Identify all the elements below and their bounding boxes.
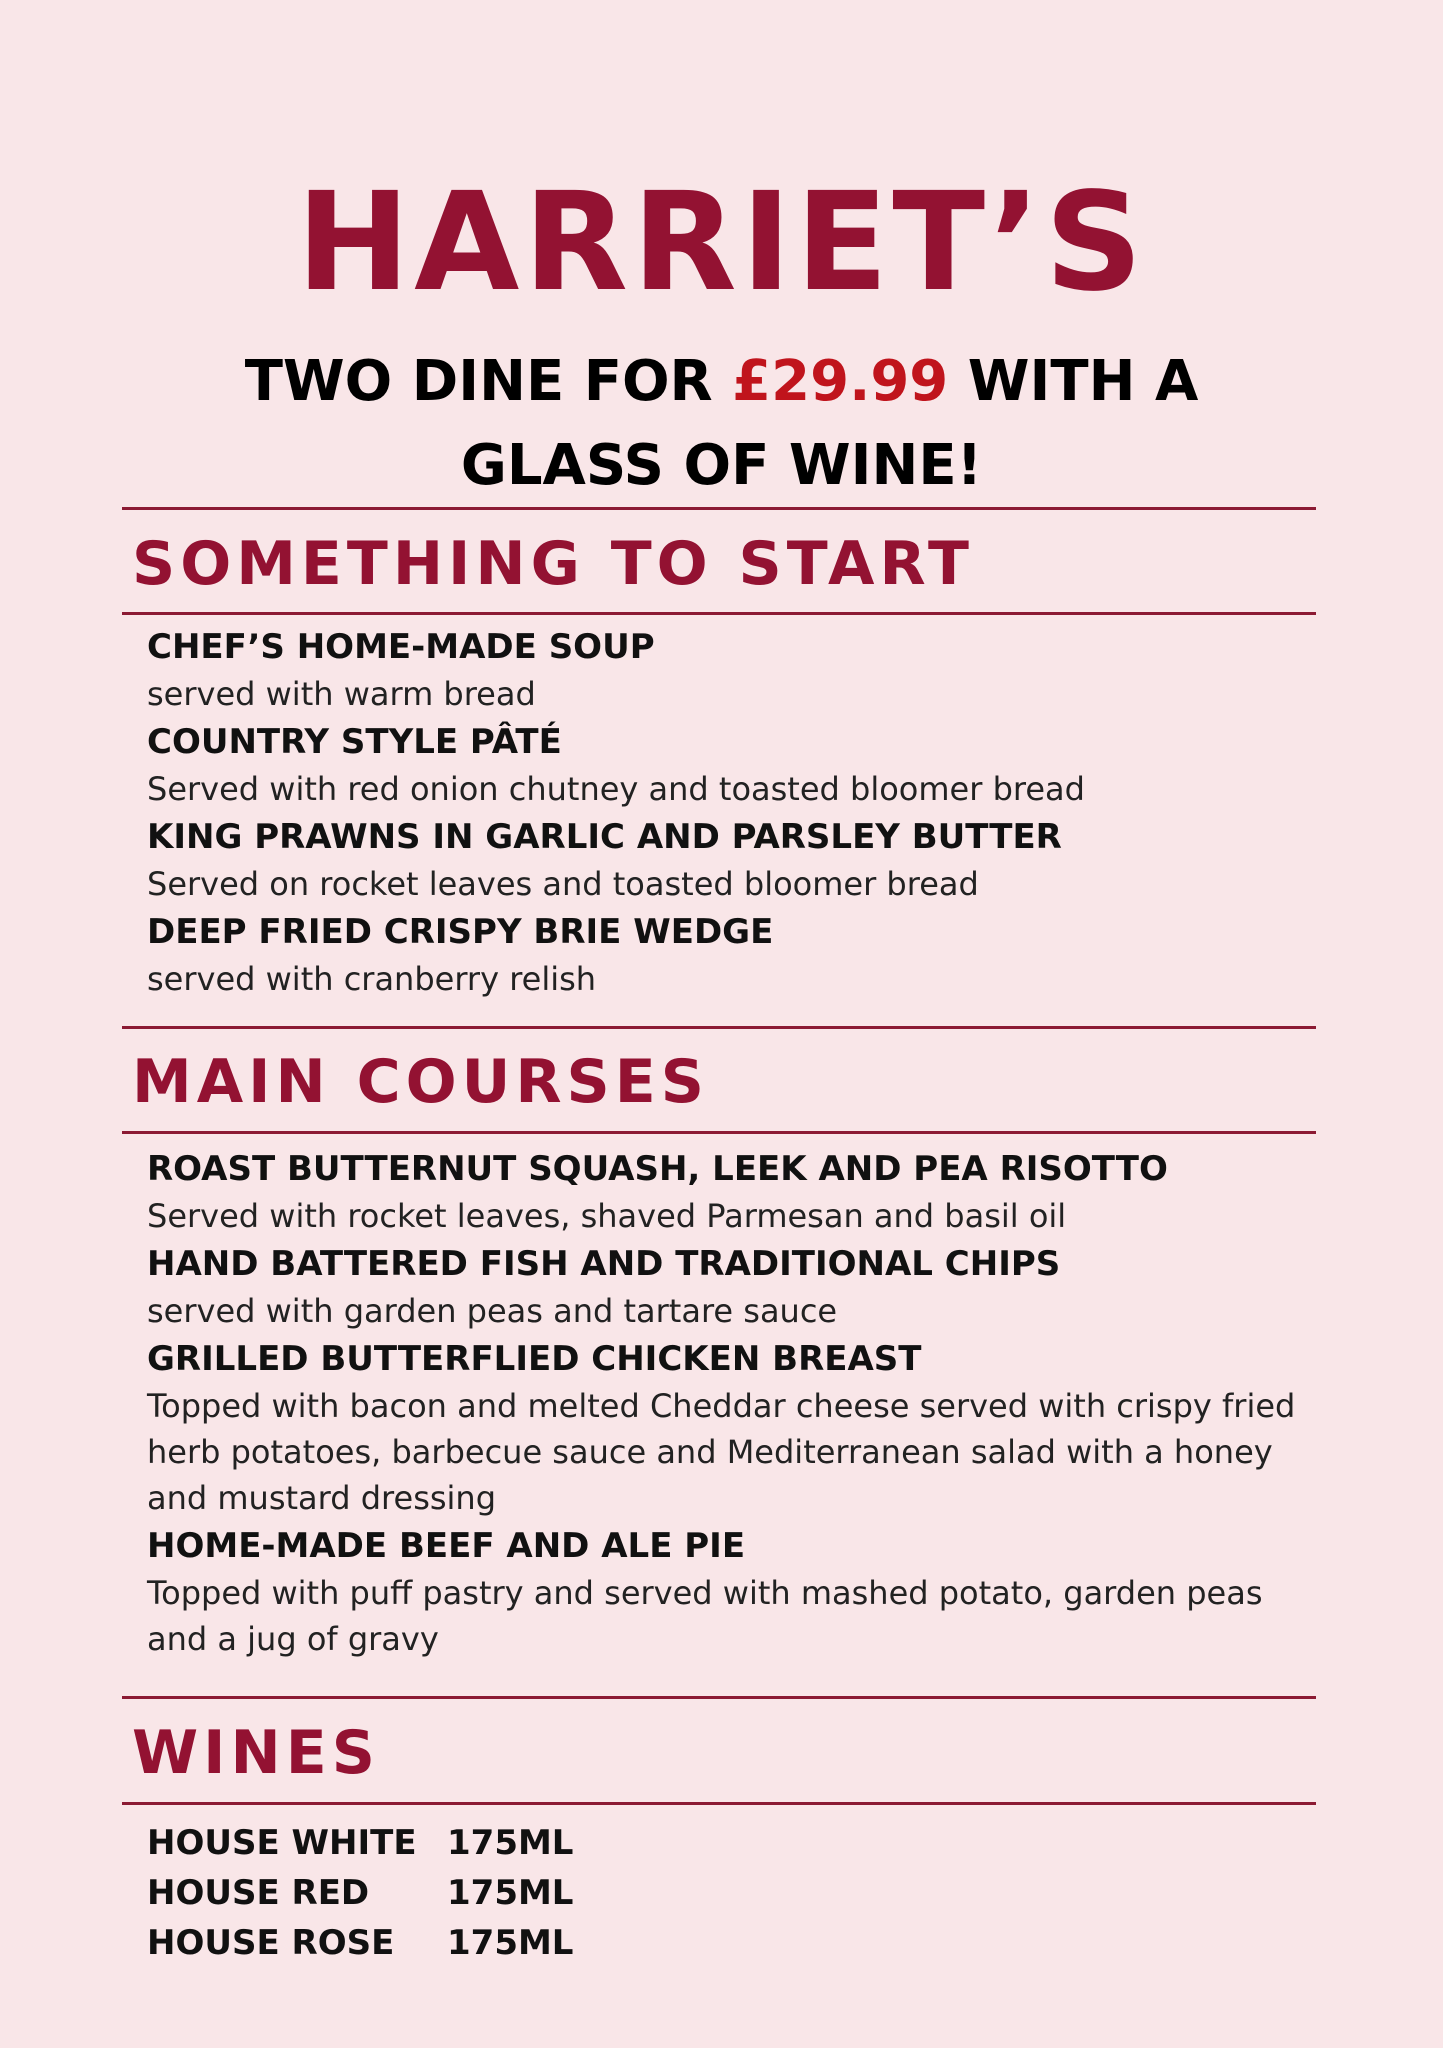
item-description: Topped with bacon and melted Cheddar cheese served with crispy fried herb potatoes, barbecue sauce and Mediterranean salad with a honey and mustard dressing: [147, 1387, 1296, 1517]
section-heading-starters: SOMETHING TO START: [132, 529, 974, 599]
divider: [122, 1696, 1316, 1699]
item-description: served with cranberry relish: [147, 960, 597, 998]
item-description: served with garden peas and tartare sauce: [147, 1292, 838, 1330]
menu-item: [147, 1145, 1297, 1239]
menu-item: [147, 1335, 1297, 1521]
divider: [122, 1802, 1316, 1805]
item-name: HOME-MADE BEEF AND ALE PIE: [147, 1526, 746, 1566]
wine-size: 175ML: [447, 1923, 574, 1963]
item-name: ROAST BUTTERNUT SQUASH, LEEK AND PEA RISOTTO: [147, 1149, 1168, 1189]
wine-size: 175ML: [447, 1823, 574, 1863]
item-name: GRILLED BUTTERFLIED CHICKEN BREAST: [147, 1339, 922, 1379]
menu-item: [147, 908, 1297, 1002]
menu-item: [147, 623, 1297, 717]
offer-text-end: WITH A: [948, 349, 1199, 414]
item-description: Topped with puff pastry and served with mashed potato, garden peas and a jug of gravy: [147, 1574, 1263, 1658]
item-name: KING PRAWNS IN GARLIC AND PARSLEY BUTTER: [147, 817, 1062, 857]
wines-list: [147, 1818, 1297, 1968]
menu-item: [147, 813, 1297, 907]
item-description: served with warm bread: [147, 675, 536, 713]
wine-row: [147, 1868, 1297, 1918]
offer-line-2: GLASS OF WINE!: [460, 433, 983, 498]
wine-name: HOUSE RED: [147, 1873, 370, 1913]
offer-headline: [0, 340, 1443, 508]
offer-line-1: [0, 340, 1443, 424]
starters-list: [147, 623, 1297, 1003]
wine-row: [147, 1818, 1297, 1868]
item-name: DEEP FRIED CRISPY BRIE WEDGE: [147, 912, 774, 952]
divider: [122, 1131, 1316, 1134]
item-description: Served on rocket leaves and toasted bloomer bread: [147, 865, 979, 903]
item-name: COUNTRY STYLE PÂTÉ: [147, 722, 562, 762]
divider: [122, 507, 1316, 510]
divider: [122, 612, 1316, 615]
wine-name: HOUSE ROSE: [147, 1923, 395, 1963]
section-heading-wines: WINES: [132, 1718, 380, 1788]
item-description: Served with red onion chutney and toasted bloomer bread: [147, 770, 1085, 808]
wine-size: 175ML: [447, 1873, 574, 1913]
item-name: HAND BATTERED FISH AND TRADITIONAL CHIPS: [147, 1244, 1061, 1284]
menu-item: [147, 1240, 1297, 1334]
menu-item: [147, 1522, 1297, 1662]
section-heading-mains: MAIN COURSES: [132, 1047, 709, 1117]
restaurant-title: HARRIET’S: [296, 164, 1147, 322]
divider: [122, 1026, 1316, 1029]
item-description: Served with rocket leaves, shaved Parmesan and basil oil: [147, 1197, 1067, 1235]
wine-row: [147, 1918, 1297, 1968]
wine-name: HOUSE WHITE: [147, 1823, 417, 1863]
offer-text-start: TWO DINE FOR: [244, 349, 733, 414]
item-name: CHEF’S HOME-MADE SOUP: [147, 627, 655, 667]
offer-price: £29.99: [732, 349, 949, 414]
mains-list: [147, 1145, 1297, 1663]
menu-item: [147, 718, 1297, 812]
